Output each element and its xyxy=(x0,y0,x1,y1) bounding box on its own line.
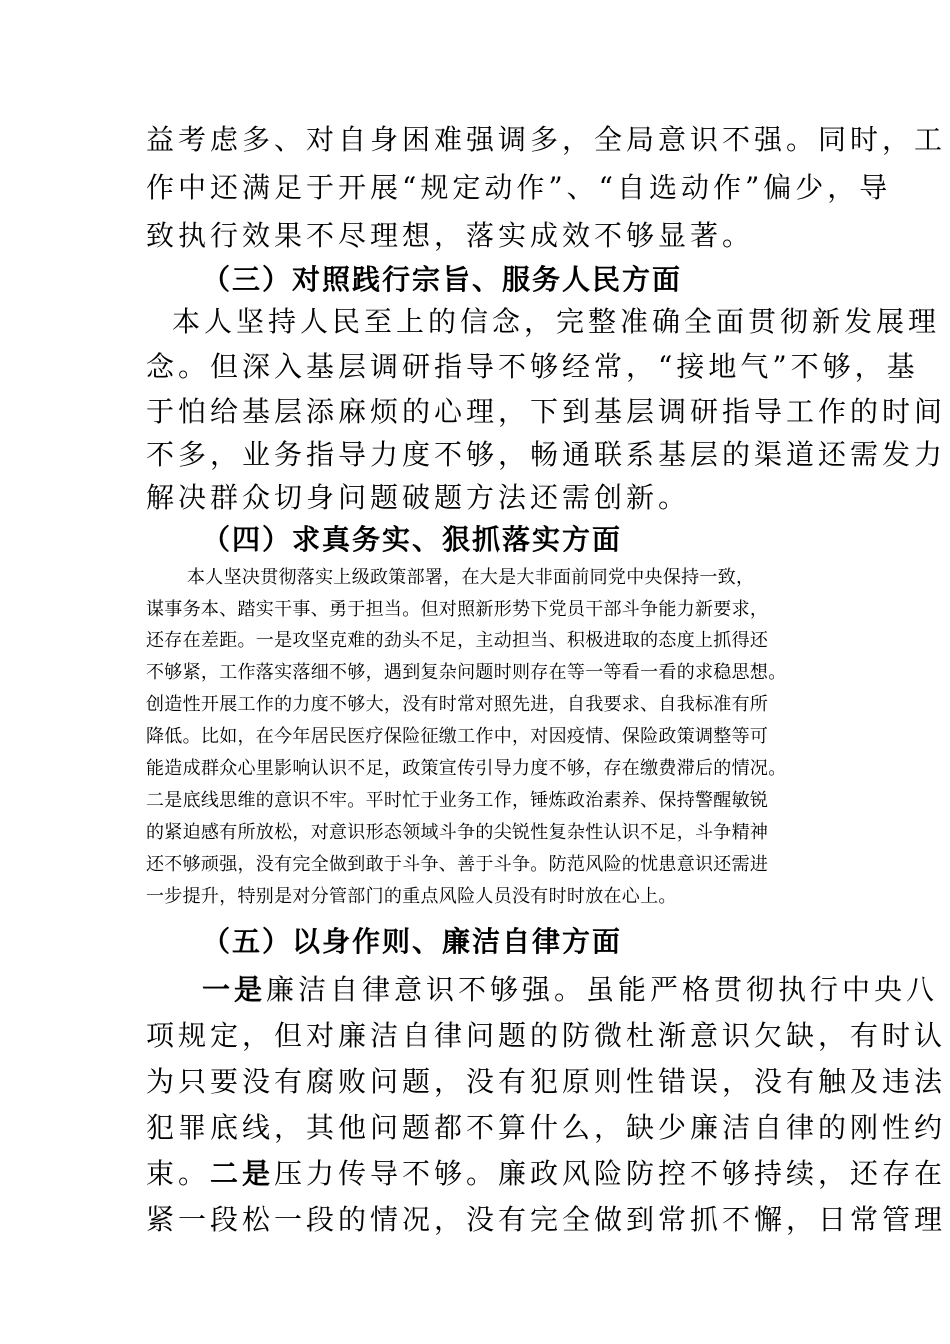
paragraph-line: 能造成群众心里影响认识不足，政策宣传引导力度不够，存在缴费滞后的情况。 xyxy=(146,758,787,779)
paragraph-line: 为只要没有腐败问题，没有犯原则性错误，没有触及违法 xyxy=(146,1065,947,1098)
paragraph-line: 于怕给基层添麻烦的心理，下到基层调研指导工作的时间 xyxy=(146,395,947,428)
paragraph-text: 廉洁自律意识不够强。虽能严格贯彻执行中央八 xyxy=(266,973,939,1006)
paragraph-line: 还不够顽强，没有完全做到敢于斗争、善于斗争。防范风险的忧患意识还需进 xyxy=(146,854,769,875)
emphasis-text: 一是 xyxy=(202,973,267,1006)
paragraph-line: 犯罪底线，其他问题都不算什么，缺少廉洁自律的刚性约 xyxy=(146,1111,947,1144)
paragraph-text: 束。 xyxy=(146,1157,211,1190)
paragraph-line: 益考虑多、对自身困难强调多，全局意识不强。同时，工 xyxy=(146,123,947,156)
section-heading-5: （五）以身作则、廉洁自律方面 xyxy=(202,925,623,958)
paragraph-line: 不多，业务指导力度不够，畅通联系基层的渠道还需发力 xyxy=(146,438,947,471)
paragraph-line: 致执行效果不尽理想，落实成效不够显著。 xyxy=(146,219,755,252)
paragraph-line: 本人坚持人民至上的信念，完整准确全面贯彻新发展理 xyxy=(172,305,941,338)
paragraph-line: 还存在差距。一是攻坚克难的劲头不足，主动担当、积极进取的态度上抓得还 xyxy=(146,630,769,651)
paragraph-line xyxy=(146,1152,946,1192)
paragraph-line: 一步提升，特别是对分管部门的重点风险人员没有时时放在心上。 xyxy=(146,886,677,907)
paragraph-line: 作中还满足于开展“规定动作”、“自选动作”偏少，导 xyxy=(146,171,892,204)
paragraph-line: 本人坚决贯彻落实上级政策部署，在大是大非面前同党中央保持一致， xyxy=(187,567,755,588)
paragraph-line: 解决群众切身问题破题方法还需创新。 xyxy=(146,481,691,514)
paragraph-line: 创造性开展工作的力度不够大，没有时常对照先进，自我要求、自我标准有所 xyxy=(146,694,769,715)
paragraph-line: 谋事务本、踏实干事、勇于担当。但对照新形势下党员干部斗争能力新要求， xyxy=(146,599,769,620)
emphasis-text: 二是 xyxy=(210,1157,275,1190)
paragraph-line: 二是底线思维的意识不牢。平时忙于业务工作，锤炼政治素养、保持警醒敏锐 xyxy=(146,790,769,811)
section-heading-4: （四）求真务实、狠抓落实方面 xyxy=(202,523,623,556)
paragraph-line: 紧一段松一段的情况，没有完全做到常抓不懈，日常管理 xyxy=(146,1203,947,1236)
paragraph-line: 的紧迫感有所放松，对意识形态领域斗争的尖锐性复杂性认识不足，斗争精神 xyxy=(146,822,769,843)
paragraph-line: 不够紧，工作落实落细不够，遇到复杂问题时则存在等一等看一看的求稳思想。 xyxy=(146,662,787,683)
paragraph-line xyxy=(202,968,938,1008)
paragraph-line: 项规定，但对廉洁自律问题的防微杜渐意识欠缺，有时认 xyxy=(146,1019,947,1052)
paragraph-text: 压力传导不够。廉政风险防控不够持续，还存在 xyxy=(274,1157,947,1190)
paragraph-line: 念。但深入基层调研指导不够经常，“接地气”不够，基 xyxy=(146,350,919,383)
paragraph-line: 降低。比如，在今年居民医疗保险征缴工作中，对因疫情、保险政策调整等可 xyxy=(146,726,769,747)
section-heading-3: （三）对照践行宗旨、服务人民方面 xyxy=(202,263,683,296)
